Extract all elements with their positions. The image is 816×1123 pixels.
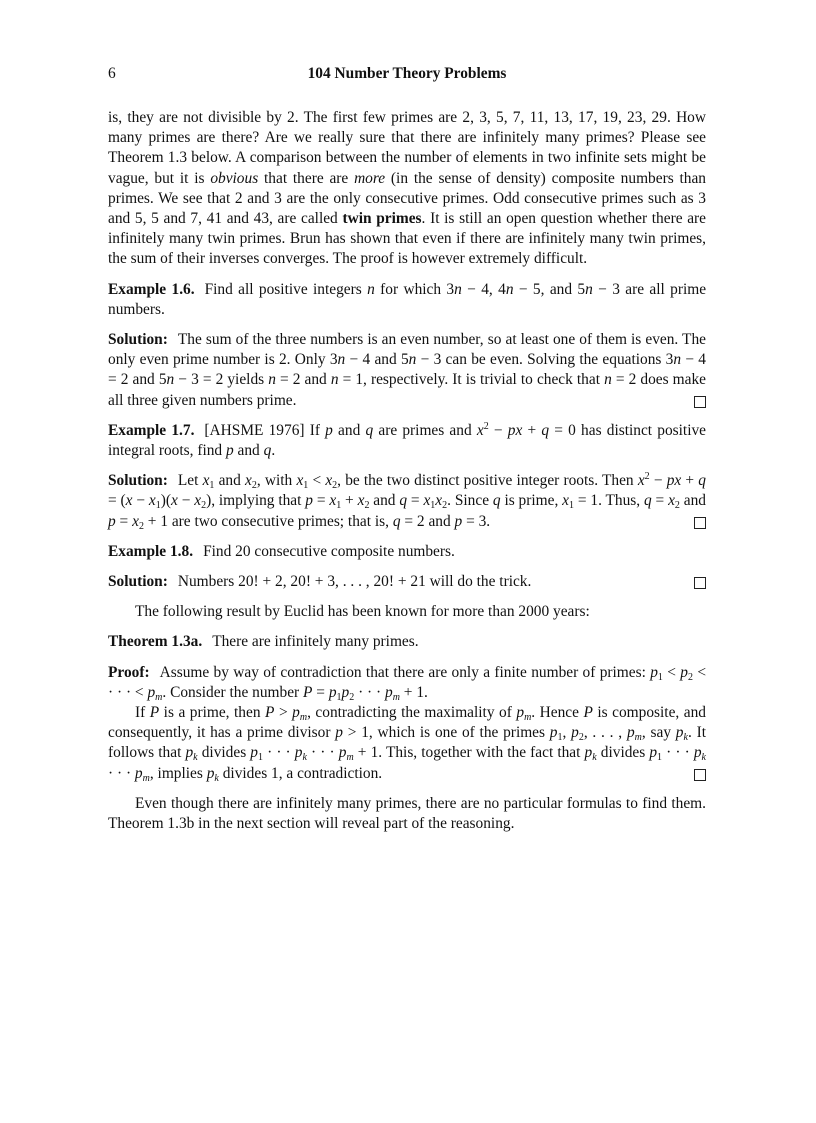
solution-1-6: Solution: The sum of the three numbers is an even number, so at least one of them is even. The only even prime number is 2. Only 3n − 4 and 5n − 3 can be even. Solving the equations 3n − 4 = 2 and 5n − 3 = 2 yields n = 2 and n = 1, respectively. It is trivial to check that n = 2 does make all three given numbers prime. (108, 331, 707, 409)
proof-label: Proof: (108, 663, 150, 681)
solution-1-8: Solution: Numbers 20! + 2, 20! + 3, . . . , 20! + 21 will do the trick. (108, 572, 706, 592)
example-1-7: Example 1.7. [AHSME 1976] If p and q are primes and $x^2$ − px + q = 0 has distinct positive integral roots, find p and q. (108, 420, 706, 460)
solution-1-7: Solution: Let $x_1$ and $x_2$, with $x_1 < x_2$, be the two distinct positive integer roots. Then $x^2$ − px + $q = (x - x_1)(x - x_2)$, implying that $p = x_1 + x_2$ and $q = x_1x_2$. Since q is prime, $x_1 = 1$. Thus, $q = x_2$ and $p = x_2 + 1$ are two consecutive primes; that is, q = 2 and p = 3. (108, 471, 706, 532)
example-label: Example 1.8. (108, 542, 194, 560)
running-title: 104 Number Theory Problems (307, 65, 507, 82)
solution-label: Solution: (108, 472, 168, 490)
euclid-intro: The following result by Euclid has been known for more than 2000 years: (135, 603, 590, 621)
example-1-8: Example 1.8. Find 20 consecutive composite numbers. (108, 542, 455, 560)
page-header (108, 64, 706, 86)
page-number: 6 (108, 65, 116, 82)
example-label: Example 1.7. (108, 421, 195, 439)
intro-paragraph: is, they are not divisible by 2. The first few primes are 2, 3, 5, 7, 11, 13, 17, 19, 23, 29. How many primes are there? Are we really sure that there are infinitely many primes? Please see Theorem 1.3 below. A comparison between the number of elements in two infinite sets might be vague, but it is obvious that there are more (in the sense of density) composite numbers than primes. We see that 2 and 3 are the only consecutive primes. Odd consecutive primes such as 3 and 5, 5 and 7, 41 and 43, are called twin primes. It is still an open question whether there are infinitely many twin primes. Brun has shown that even if there are infinitely many twin primes, the sum of their inverses converges. The proof is however extremely difficult. (108, 109, 707, 268)
qed-box-icon (694, 517, 706, 529)
qed-box-icon (694, 396, 706, 408)
proof-paragraph-2: If P is a prime, then $P > p_m$, contradicting the maximality of $p_m$. Hence P is composite, and consequently, it has a prime divisor p > 1, which is one of the primes $p_1$, $p_2$, . . . , $p_m$, say $p_k$. It follows that $p_k$ divides $p_1$ · · · $p_k$ · · · $p_m + 1$. This, together with the fact that $p_k$ divides $p_1$ · · · $p_k$ · · · $p_m$, implies $p_k$ divides 1, a contradiction. (108, 704, 706, 784)
qed-box-icon (694, 769, 706, 781)
example-label: Example 1.6. (108, 280, 195, 298)
solution-label: Solution: (108, 331, 168, 349)
theorem-label: Theorem 1.3a. (108, 633, 203, 651)
proof-paragraph-1: Proof: Assume by way of contradiction that there are only a finite number of primes: $p_1 < p_2$ < · · · < $p_m$. Consider the number $P = p_1p_2$ · · · $p_m + 1$. (108, 663, 706, 703)
example-1-6: Example 1.6. Find all positive integers n for which 3n − 4, 4n − 5, and 5n − 3 are all prime numbers. (108, 280, 707, 318)
closing-paragraph: Even though there are infinitely many primes, there are no particular formulas to find them. Theorem 1.3b in the next section will reveal part of the reasoning. (108, 794, 706, 833)
qed-box-icon (694, 577, 706, 589)
theorem-1-3a: Theorem 1.3a. There are infinitely many primes. (108, 633, 419, 651)
page (108, 64, 706, 834)
solution-label: Solution: (108, 573, 168, 591)
